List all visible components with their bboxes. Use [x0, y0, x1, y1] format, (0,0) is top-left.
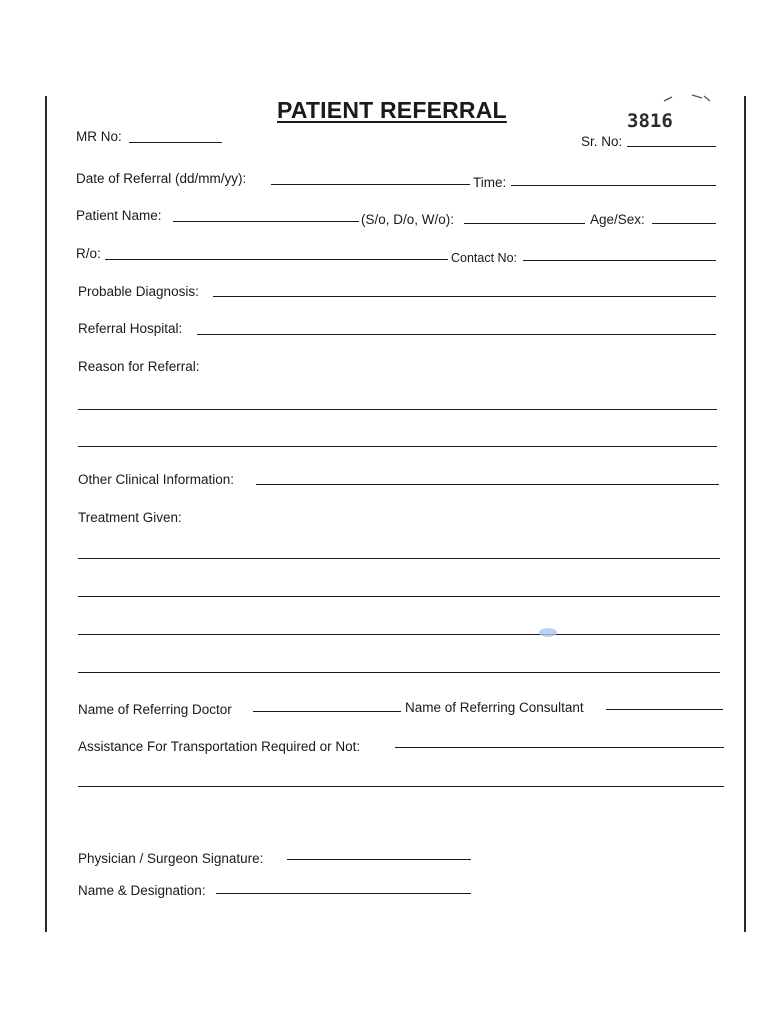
reason-line-1[interactable]: [78, 409, 717, 410]
name-designation-label: Name & Designation:: [78, 883, 206, 898]
sr-no-label: Sr. No:: [581, 134, 623, 149]
mr-no-field[interactable]: [129, 142, 222, 143]
physician-signature-label: Physician / Surgeon Signature:: [78, 851, 264, 866]
other-clinical-info-label: Other Clinical Information:: [78, 472, 235, 487]
mr-no-label: MR No:: [76, 129, 122, 144]
probable-diagnosis-field[interactable]: [213, 296, 716, 297]
page-right-border: [744, 96, 746, 932]
referral-hospital-label: Referral Hospital:: [78, 321, 183, 336]
name-designation-field[interactable]: [216, 893, 471, 894]
page-left-border: [45, 96, 47, 932]
reason-line-2[interactable]: [78, 446, 717, 447]
relation-label: (S/o, D/o, W/o):: [361, 212, 455, 227]
referring-doctor-field[interactable]: [253, 711, 401, 712]
contact-no-label: Contact No:: [451, 251, 518, 265]
contact-no-field[interactable]: [523, 260, 716, 261]
sr-no-field[interactable]: [627, 146, 716, 147]
age-sex-label: Age/Sex:: [590, 212, 645, 227]
referring-consultant-field[interactable]: [606, 709, 723, 710]
treatment-line-1[interactable]: [78, 558, 720, 559]
patient-name-label: Patient Name:: [76, 208, 162, 223]
relation-field[interactable]: [464, 223, 585, 224]
referring-doctor-label: Name of Referring Doctor: [78, 702, 232, 717]
physician-signature-field[interactable]: [287, 859, 471, 860]
residence-label: R/o:: [76, 246, 101, 261]
transportation-field[interactable]: [395, 747, 724, 748]
referring-consultant-label: Name of Referring Consultant: [405, 700, 584, 715]
treatment-line-4[interactable]: [78, 672, 720, 673]
treatment-line-3[interactable]: [78, 634, 720, 635]
referral-hospital-field[interactable]: [197, 334, 716, 335]
date-of-referral-label: Date of Referral (dd/mm/yy):: [76, 171, 247, 186]
treatment-given-label: Treatment Given:: [78, 510, 182, 525]
treatment-line-2[interactable]: [78, 596, 720, 597]
transportation-line-2[interactable]: [78, 786, 724, 787]
date-of-referral-field[interactable]: [271, 184, 470, 185]
pen-mark-icon: [662, 92, 712, 104]
residence-field[interactable]: [105, 259, 448, 260]
transportation-label: Assistance For Transportation Required or Not:: [78, 739, 361, 754]
age-sex-field[interactable]: [652, 223, 716, 224]
serial-number: 3816: [627, 110, 673, 132]
time-field[interactable]: [511, 185, 716, 186]
reason-for-referral-label: Reason for Referral:: [78, 359, 200, 374]
other-clinical-info-field[interactable]: [256, 484, 719, 485]
patient-name-field[interactable]: [173, 221, 359, 222]
time-label: Time:: [473, 175, 507, 190]
ink-smudge: [539, 628, 557, 637]
probable-diagnosis-label: Probable Diagnosis:: [78, 284, 199, 299]
form-title: PATIENT REFERRAL: [277, 97, 507, 123]
